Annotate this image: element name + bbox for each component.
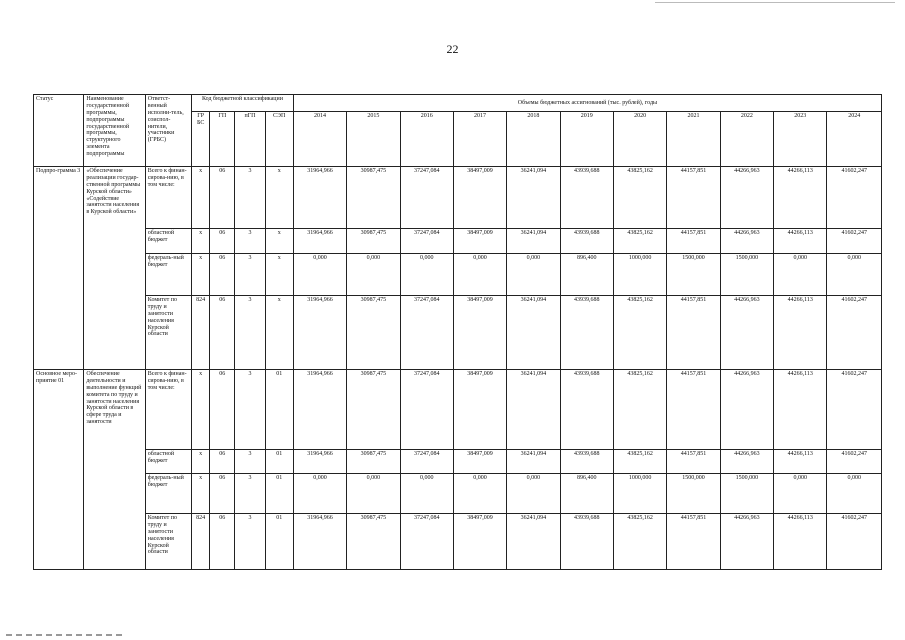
code-cell: 01	[265, 450, 293, 474]
value-cell: 41602,247	[827, 229, 882, 254]
table-row	[34, 514, 882, 570]
value-cell: 38497,009	[453, 167, 506, 229]
header-year: 2016	[400, 112, 453, 167]
value-cell: 30987,475	[347, 514, 400, 570]
value-cell: 31964,966	[293, 296, 346, 370]
value-cell: 30987,475	[347, 229, 400, 254]
code-cell: 06	[210, 229, 235, 254]
code-cell: х	[192, 370, 210, 450]
code-cell: 06	[210, 296, 235, 370]
value-cell: 30987,475	[347, 370, 400, 450]
header-year: 2021	[667, 112, 720, 167]
header-name: Наименование государственной программы, подпрограммы государственной программы, структурного элемента подпрограммы	[84, 95, 145, 167]
value-cell: 44266,113	[774, 296, 827, 370]
value-cell: 30987,475	[347, 296, 400, 370]
value-cell: 0,000	[400, 254, 453, 296]
header-code: ГП	[210, 112, 235, 167]
header-executor: Ответст-венный исполни-тель, соиспол-нители, участники (ГРБС)	[145, 95, 191, 167]
value-cell: 896,400	[560, 474, 613, 514]
executor-cell: федераль-ный бюджет	[145, 254, 191, 296]
executor-cell: областной бюджет	[145, 229, 191, 254]
header-code: пГП	[235, 112, 265, 167]
value-cell: 44157,851	[667, 167, 720, 229]
header-year: 2019	[560, 112, 613, 167]
value-cell: 44266,963	[720, 514, 773, 570]
executor-cell: Всего к финан-сирова-нию, в том числе:	[145, 370, 191, 450]
code-cell: х	[192, 229, 210, 254]
header-year: 2018	[507, 112, 560, 167]
header-row-1	[34, 95, 882, 112]
table-row	[34, 167, 882, 229]
executor-cell: Всего к финан-сирова-нию, в том числе:	[145, 167, 191, 229]
code-cell: х	[265, 167, 293, 229]
code-cell: 06	[210, 474, 235, 514]
value-cell: 0,000	[293, 474, 346, 514]
value-cell: 36241,094	[507, 450, 560, 474]
value-cell: 1500,000	[667, 474, 720, 514]
table-row	[34, 296, 882, 370]
code-cell: х	[265, 254, 293, 296]
value-cell: 41602,247	[827, 370, 882, 450]
value-cell: 43939,688	[560, 296, 613, 370]
value-cell: 44266,963	[720, 167, 773, 229]
table-row	[34, 254, 882, 296]
page-number: 22	[446, 42, 459, 56]
value-cell: 0,000	[453, 474, 506, 514]
value-cell: 36241,094	[507, 370, 560, 450]
code-cell: 06	[210, 370, 235, 450]
header-code: ГР БС	[192, 112, 210, 167]
code-cell: 3	[235, 167, 265, 229]
value-cell: 38497,009	[453, 229, 506, 254]
value-cell: 30987,475	[347, 450, 400, 474]
value-cell: 44266,963	[720, 370, 773, 450]
value-cell: 44157,851	[667, 450, 720, 474]
code-cell: 01	[265, 474, 293, 514]
value-cell: 38497,009	[453, 370, 506, 450]
code-cell: 3	[235, 450, 265, 474]
value-cell: 896,400	[560, 254, 613, 296]
code-cell: 824	[192, 296, 210, 370]
value-cell: 43825,162	[613, 167, 666, 229]
code-cell: х	[192, 474, 210, 514]
code-cell: 06	[210, 514, 235, 570]
value-cell: 44157,851	[667, 514, 720, 570]
value-cell: 43939,688	[560, 370, 613, 450]
value-cell: 38497,009	[453, 450, 506, 474]
code-cell: 3	[235, 296, 265, 370]
value-cell: 44266,113	[774, 167, 827, 229]
value-cell: 44157,851	[667, 229, 720, 254]
value-cell: 31964,966	[293, 514, 346, 570]
value-cell: 41602,247	[827, 167, 882, 229]
value-cell: 1000,000	[613, 474, 666, 514]
value-cell: 0,000	[347, 254, 400, 296]
value-cell: 0,000	[827, 254, 882, 296]
value-cell: 38497,009	[453, 296, 506, 370]
executor-cell: Комитет по труду и занятости населения Курской области	[145, 296, 191, 370]
value-cell: 37247,084	[400, 370, 453, 450]
value-cell: 44266,113	[774, 450, 827, 474]
value-cell: 44157,851	[667, 296, 720, 370]
value-cell: 36241,094	[507, 296, 560, 370]
code-cell: 06	[210, 254, 235, 296]
value-cell: 1500,000	[720, 254, 773, 296]
value-cell: 43939,688	[560, 450, 613, 474]
header-year: 2015	[347, 112, 400, 167]
value-cell: 31964,966	[293, 229, 346, 254]
value-cell: 0,000	[507, 254, 560, 296]
value-cell: 43825,162	[613, 370, 666, 450]
header-funding-group: Объемы бюджетных ассигнований (тыс. рублей), годы	[293, 95, 881, 112]
code-cell: 06	[210, 450, 235, 474]
value-cell: 0,000	[347, 474, 400, 514]
value-cell: 43939,688	[560, 167, 613, 229]
header-year: 2024	[827, 112, 882, 167]
value-cell: 44266,113	[774, 514, 827, 570]
code-cell: х	[265, 229, 293, 254]
value-cell: 41602,247	[827, 514, 882, 570]
value-cell: 37247,084	[400, 229, 453, 254]
header-code: СЭП	[265, 112, 293, 167]
code-cell: 3	[235, 514, 265, 570]
value-cell: 36241,094	[507, 229, 560, 254]
scan-artifact	[6, 634, 126, 636]
value-cell: 0,000	[293, 254, 346, 296]
header-year: 2023	[774, 112, 827, 167]
value-cell: 37247,084	[400, 167, 453, 229]
header-year: 2020	[613, 112, 666, 167]
value-cell: 31964,966	[293, 450, 346, 474]
value-cell: 44266,113	[774, 229, 827, 254]
value-cell: 0,000	[507, 474, 560, 514]
value-cell: 43939,688	[560, 229, 613, 254]
value-cell: 41602,247	[827, 450, 882, 474]
value-cell: 43825,162	[613, 450, 666, 474]
value-cell: 44266,963	[720, 296, 773, 370]
value-cell: 0,000	[774, 474, 827, 514]
executor-cell: федераль-ный бюджет	[145, 474, 191, 514]
code-cell: х	[265, 296, 293, 370]
value-cell: 44266,963	[720, 450, 773, 474]
value-cell: 1500,000	[720, 474, 773, 514]
header-year: 2022	[720, 112, 773, 167]
value-cell: 43825,162	[613, 514, 666, 570]
code-cell: 3	[235, 370, 265, 450]
header-year: 2014	[293, 112, 346, 167]
value-cell: 36241,094	[507, 514, 560, 570]
status-cell: Основное меро-приятие 01	[34, 370, 84, 570]
value-cell: 0,000	[453, 254, 506, 296]
value-cell: 0,000	[774, 254, 827, 296]
top-rule	[655, 2, 895, 3]
value-cell: 41602,247	[827, 296, 882, 370]
code-cell: х	[192, 167, 210, 229]
value-cell: 44266,963	[720, 229, 773, 254]
code-cell: 01	[265, 370, 293, 450]
value-cell: 31964,966	[293, 167, 346, 229]
value-cell: 0,000	[400, 474, 453, 514]
table-row	[34, 370, 882, 450]
code-cell: 3	[235, 229, 265, 254]
value-cell: 43825,162	[613, 229, 666, 254]
header-status: Статус	[34, 95, 84, 167]
value-cell: 1000,000	[613, 254, 666, 296]
code-cell: 06	[210, 167, 235, 229]
value-cell: 43825,162	[613, 296, 666, 370]
value-cell: 37247,084	[400, 450, 453, 474]
code-cell: 01	[265, 514, 293, 570]
value-cell: 1500,000	[667, 254, 720, 296]
table-row	[34, 474, 882, 514]
value-cell: 43939,688	[560, 514, 613, 570]
status-cell: Подпро-грамма 3	[34, 167, 84, 370]
name-cell: «Обеспечение реализации государ-ственной программы Курской области» «Содействие занятости населения в Курской области»	[84, 167, 145, 370]
value-cell: 31964,966	[293, 370, 346, 450]
header-code-group: Код бюджетной классификации	[192, 95, 294, 112]
value-cell: 44157,851	[667, 370, 720, 450]
value-cell: 30987,475	[347, 167, 400, 229]
value-cell: 37247,084	[400, 514, 453, 570]
value-cell: 37247,084	[400, 296, 453, 370]
budget-table	[33, 94, 882, 570]
table-row	[34, 450, 882, 474]
name-cell: Обеспечение деятельности и выполнение функций комитета по труду и занятости населения Курской области в сфере труда и занятости	[84, 370, 145, 570]
table-row	[34, 229, 882, 254]
header-year: 2017	[453, 112, 506, 167]
value-cell: 0,000	[827, 474, 882, 514]
code-cell: 3	[235, 474, 265, 514]
code-cell: х	[192, 254, 210, 296]
code-cell: 3	[235, 254, 265, 296]
executor-cell: Комитет по труду и занятости населения Курской области	[145, 514, 191, 570]
value-cell: 36241,094	[507, 167, 560, 229]
value-cell: 38497,009	[453, 514, 506, 570]
code-cell: х	[192, 450, 210, 474]
value-cell: 44266,113	[774, 370, 827, 450]
executor-cell: областной бюджет	[145, 450, 191, 474]
code-cell: 824	[192, 514, 210, 570]
